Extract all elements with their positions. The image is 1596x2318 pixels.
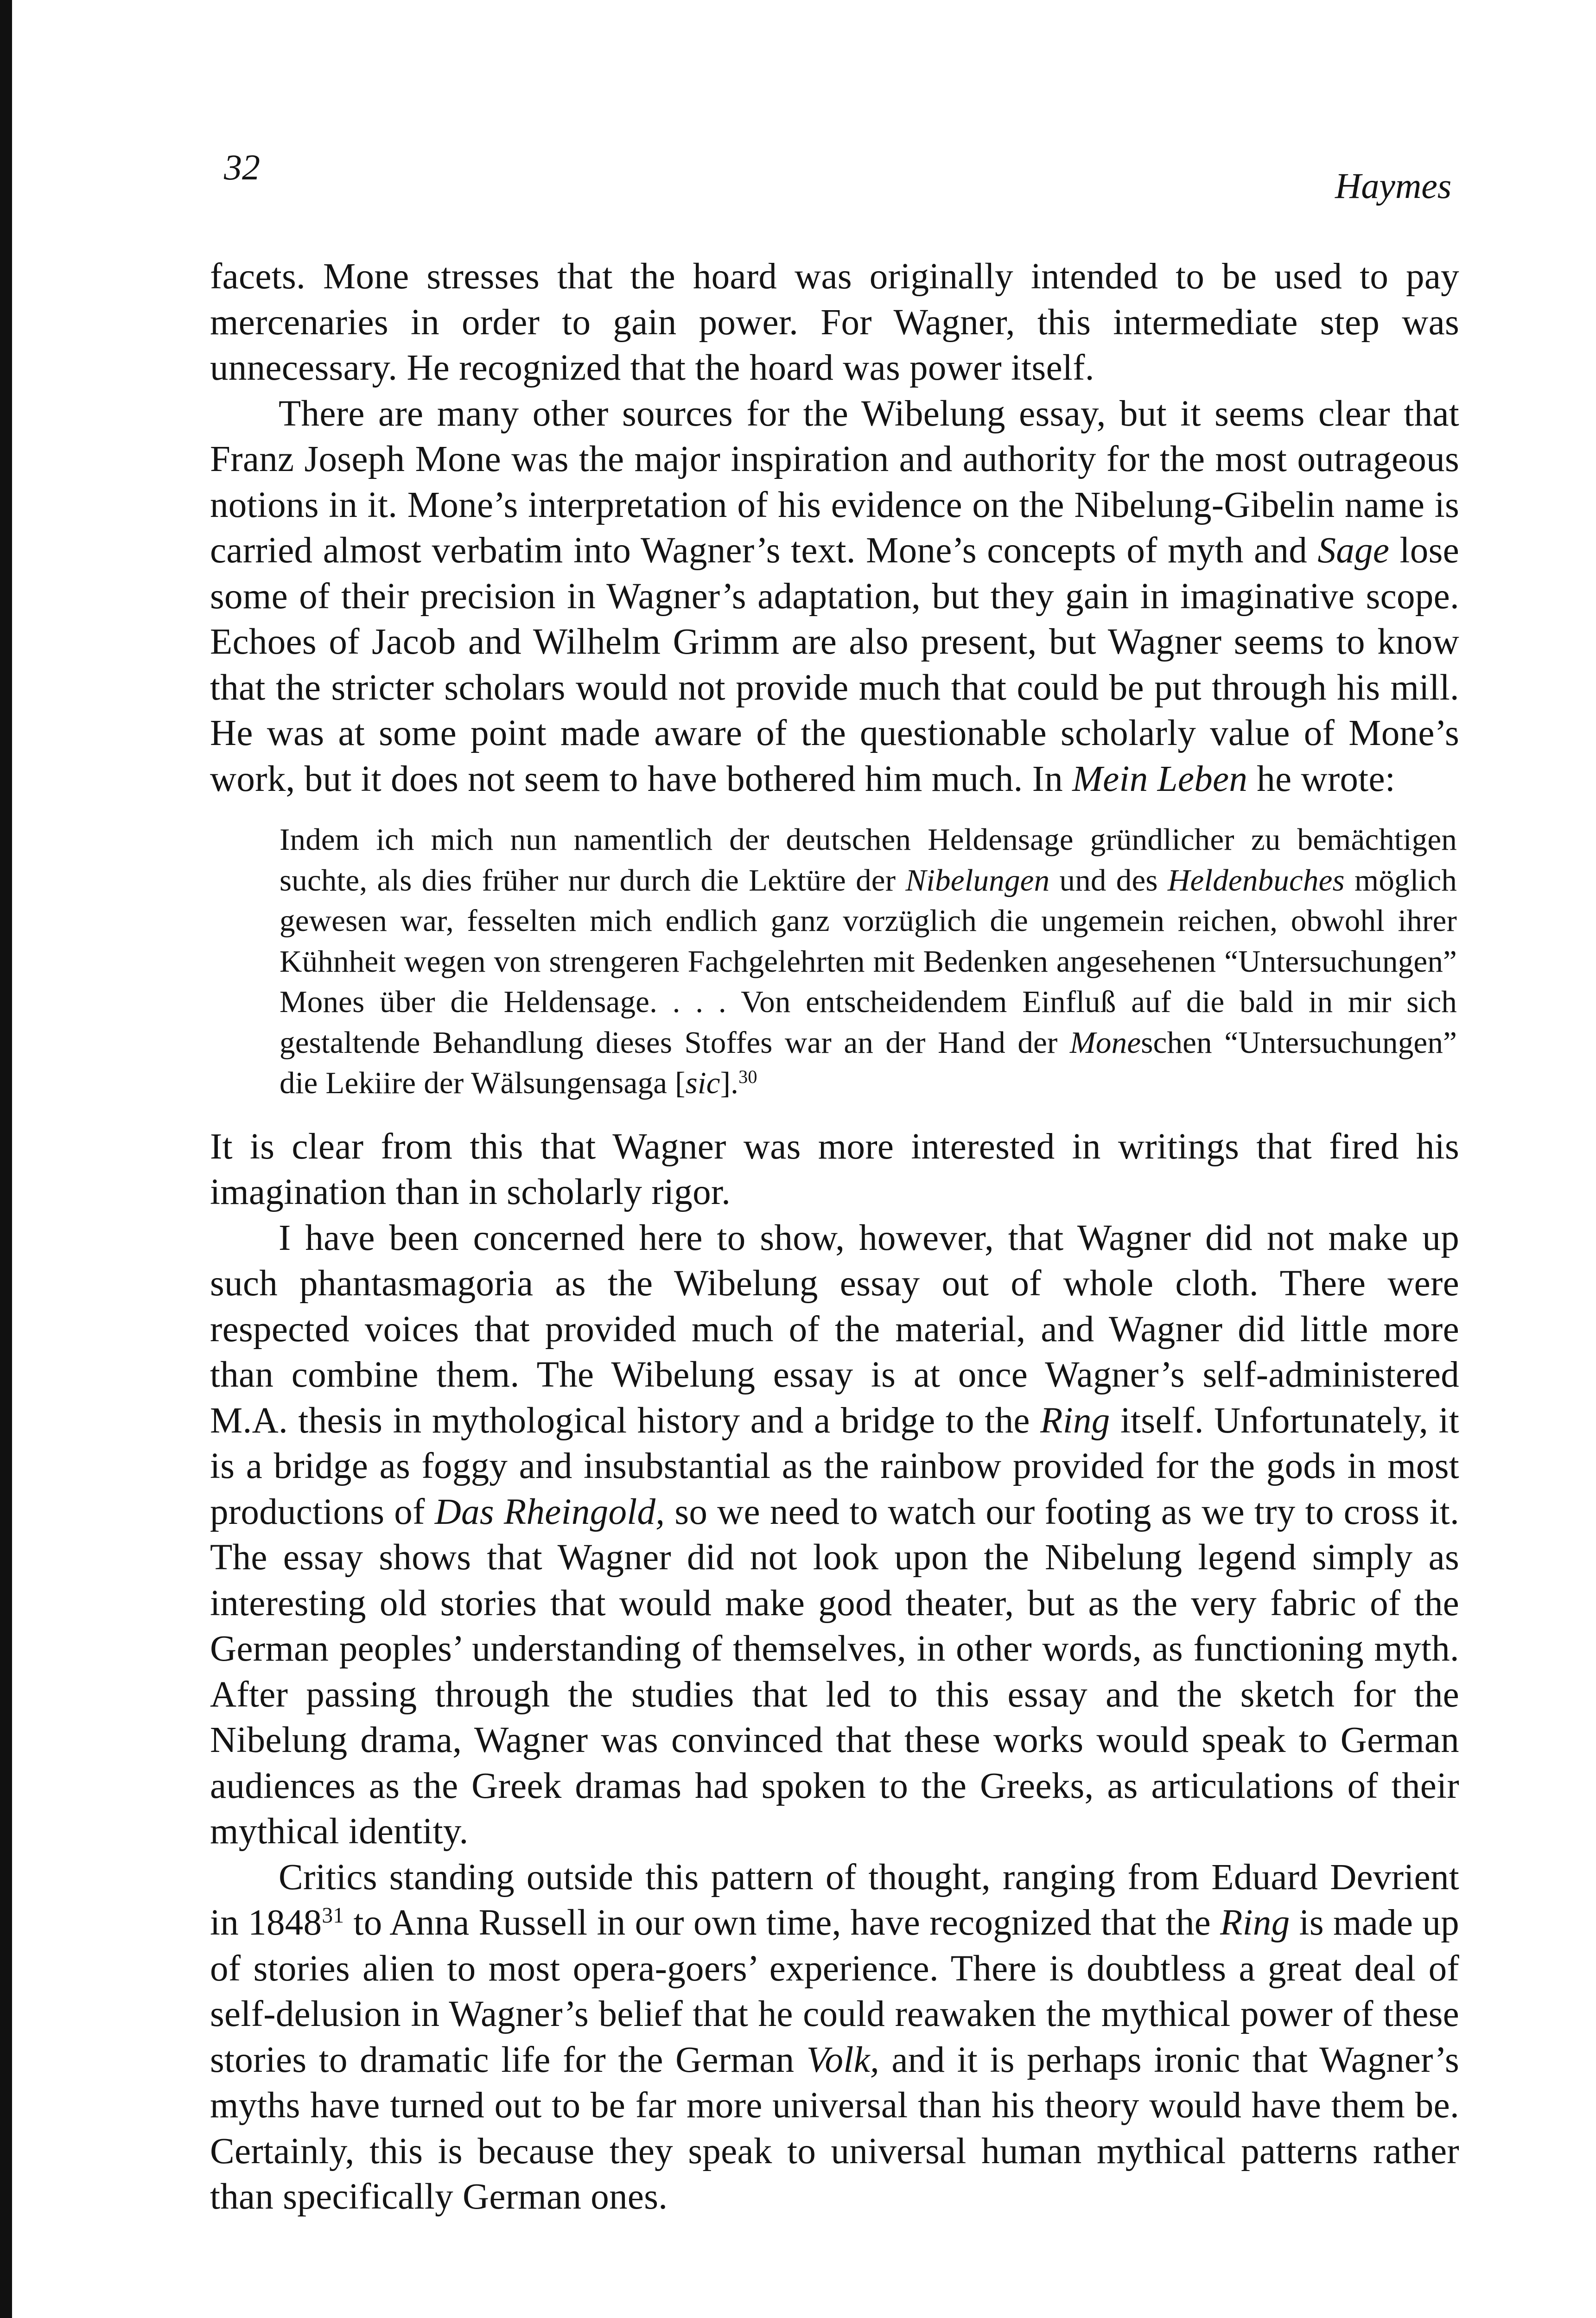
paragraph-2: There are many other sources for the Wibelung essay, but it seems clear that Franz Joseph Mone was the major inspiration and authority for the most outrageous notions in it. Mone’s interpretation of his evidence on the Nibelung-Gibelin name is carried almost verbatim into Wagner’s text. Mone’s concepts of myth and Sage lose some of their precision in Wagner’s adaptation, but they gain in imaginative scope. Echoes of Jacob and Wilhelm Grimm are also present, but Wagner seems to know that the stricter scholars would not provide much that could be put through his mill. He was at some point made aware of the questionable scholarly value of Mone’s work, but it does not seem to have bothered him much. In Mein Leben he wrote:	[210, 393, 1459, 799]
footnote-ref-31: 31	[322, 1903, 344, 1928]
page-number: 32	[224, 147, 260, 187]
page-header	[0, 0, 1596, 232]
paragraph-5: Critics standing outside this pattern of thought, ranging from Eduard Devrient in 1848$^{31}$ to Anna Russell in our own time, have recognized that the Ring is made up of stories alien to most opera-goers’ experience. There is doubtless a great deal of self-delusion in Wagner’s belief that he could reawaken the mythical power of these stories to dramatic life for the German Volk, and it is perhaps ironic that Wagner’s myths have turned out to be far more universal than his theory would have them be. Certainly, this is because they speak to universal human mythical patterns rather than specifically German ones.	[210, 1857, 1459, 2217]
running-head: Haymes	[1335, 166, 1452, 206]
paragraph-1: facets. Mone stresses that the hoard was originally intended to be used to pay mercenaries in order to gain power. For Wagner, this intermediate step was unnecessary. He recognized that the hoard was power itself.	[210, 256, 1459, 388]
block-quote: Indem ich mich nun namentlich der deutschen Heldensage gründlicher zu bemächtigen suchte, als dies früher nur durch die Lektüre der Nibelungen und des Heldenbuches möglich gewesen war, fesselten mich endlich ganz vorzüglich die ungemein reichen, obwohl ihrer Kühnheit wegen von strengeren Fachgelehrten mit Bedenken angesehenen “Untersuchungen” Mones über die Heldensage. . . . Von entscheidendem Einfluß auf die bald in mir sich gestaltende Behandlung dieses Stoffes war an der Hand der Moneschen “Untersuchungen” die Lekiire der Wälsungensaga [sic].$^{30}$	[280, 822, 1457, 1100]
scan-border-left	[0, 0, 12, 2318]
paragraph-4: I have been concerned here to show, however, that Wagner did not make up such phantasmagoria as the Wibelung essay out of whole cloth. There were respected voices that provided much of the material, and Wagner did little more than combine them. The Wibelung essay is at once Wagner’s self-administered M.A. thesis in mythological history and a bridge to the Ring itself. Unfortunately, it is a bridge as foggy and insubstantial as the rainbow provided for the gods in most productions of Das Rheingold, so we need to watch our footing as we try to cross it. The essay shows that Wagner did not look upon the Nibelung legend simply as interesting old stories that would make good theater, but as the very fabric of the German peoples’ understanding of themselves, in other words, as functioning myth. After passing through the studies that led to this essay and the sketch for the Nibelung drama, Wagner was convinced that these works would speak to German audiences as the Greek dramas had spoken to the Greeks, as articulations of their mythical identity.	[210, 1217, 1459, 1852]
footnote-ref-30: 30	[738, 1066, 757, 1087]
body-text	[210, 254, 1459, 2220]
paragraph-3: It is clear from this that Wagner was more interested in writings that fired his imagination than in scholarly rigor.	[210, 1126, 1459, 1212]
